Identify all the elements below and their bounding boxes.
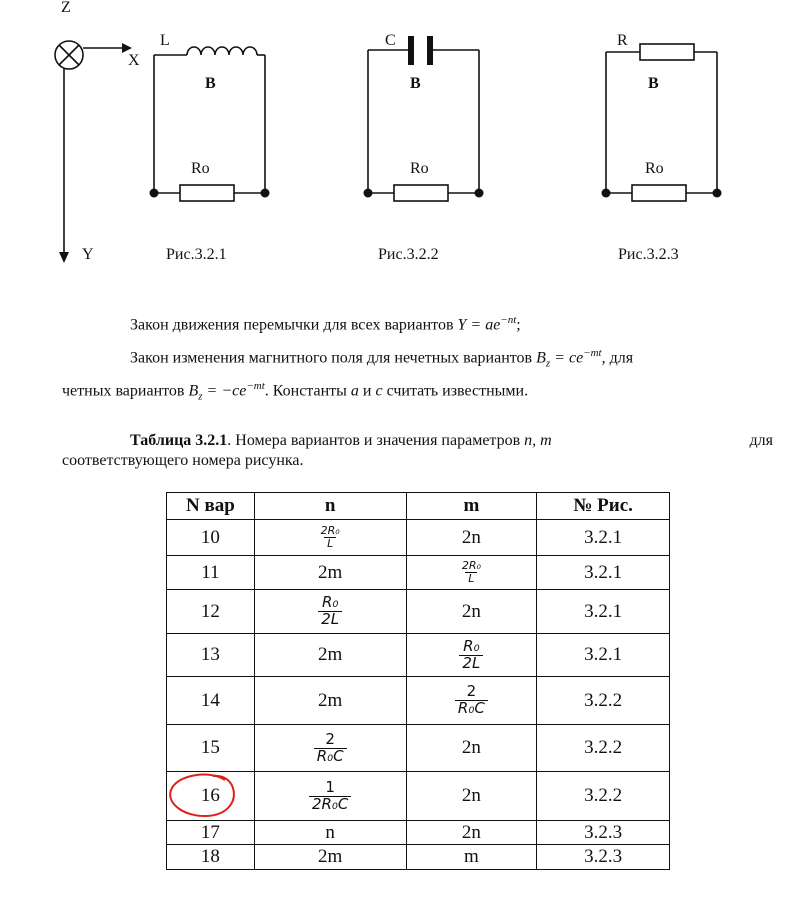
law-motion-paragraph: Закон движения перемычки для всех вариантов $Y = ae^{-nt}$; — [130, 314, 521, 334]
field-label-b-2: B — [410, 75, 421, 92]
resistor-r — [640, 44, 694, 60]
resistor-ro-1 — [180, 185, 234, 201]
fraction: $\frac{2}{\text{R₀C}}$ — [455, 684, 488, 717]
circuit-resistor — [606, 44, 717, 201]
element-label-l: L — [160, 32, 170, 49]
header-m: m — [406, 493, 537, 520]
table-row: 14 2m $\frac{2}{\text{R₀C}}$ 3.2.2 — [167, 677, 670, 725]
table-row: 16 $\frac{1}{\text{2R₀C}}$ 2n 3.2.2 — [167, 772, 670, 821]
element-label-c: C — [385, 32, 396, 49]
resistor-label-ro-1: Ro — [191, 160, 210, 177]
axis-label-y: Y — [82, 246, 94, 263]
table-caption-title: Таблица 3.2.1 — [130, 432, 228, 449]
fraction: $\frac{1}{\text{2R₀C}}$ — [309, 780, 351, 813]
fraction: $\frac{\text{R₀}}{2L}$ — [318, 595, 342, 628]
axes-diagram — [55, 41, 122, 252]
fraction: $\frac{\text{2R₀}}{L}$ — [320, 524, 340, 550]
header-fig: № Рис. — [537, 493, 670, 520]
capacitor-plate-left — [408, 36, 414, 65]
fraction: $\frac{2}{\text{R₀C}}$ — [314, 732, 347, 765]
motion-formula: Y = ae — [457, 316, 501, 334]
table-row: 15 $\frac{2}{\text{R₀C}}$ 2n 3.2.2 — [167, 725, 670, 772]
capacitor-plate-right — [427, 36, 433, 65]
header-n: n — [254, 493, 406, 520]
fraction: $\frac{\text{2R₀}}{L}$ — [461, 559, 481, 585]
resistor-ro-2 — [394, 185, 448, 201]
circuit-capacitor — [368, 50, 479, 201]
caption-fig-2: Рис.3.2.2 — [378, 246, 439, 263]
circuit-figure — [0, 0, 787, 280]
table-caption-line2: соответствующего номера рисунка. — [62, 452, 304, 469]
law-field-paragraph-line2: четных вариантов $B_z = -ce^{-mt}$. Константы a и c считать известными. — [62, 380, 529, 403]
header-n-var: N вар — [167, 493, 255, 520]
table-row: 13 2m $\frac{\text{R₀}}{2L}$ 3.2.1 — [167, 634, 670, 677]
fraction: $\frac{\text{R₀}}{2L}$ — [459, 639, 483, 672]
resistor-label-ro-3: Ro — [645, 160, 664, 177]
table-row: 12 $\frac{\text{R₀}}{2L}$ 2n 3.2.1 — [167, 590, 670, 634]
table-row: 17 n 2n 3.2.3 — [167, 821, 670, 845]
resistor-label-ro-2: Ro — [410, 160, 429, 177]
axis-label-z: Z — [61, 0, 71, 16]
inductor-coil — [187, 47, 257, 55]
element-label-r: R — [617, 32, 628, 49]
field-label-b-1: B — [205, 75, 216, 92]
caption-fig-1: Рис.3.2.1 — [166, 246, 227, 263]
table-header-row — [167, 493, 670, 520]
law-field-paragraph-line1: Закон изменения магнитного поля для нечетных вариантов $B_z = ce^{-mt}$, для — [130, 347, 634, 370]
table-row: 18 2m m 3.2.3 — [167, 845, 670, 870]
table-row: 10 $\frac{\text{2R₀}}{L}$ 2n 3.2.1 — [167, 520, 670, 556]
circuit-inductor — [154, 47, 265, 201]
motion-exponent: −nt — [500, 314, 517, 326]
table-caption-line1: Таблица 3.2.1. Номера вариантов и значения параметров n, m для — [130, 432, 773, 449]
axis-label-x: X — [128, 52, 140, 69]
caption-fig-3: Рис.3.2.3 — [618, 246, 679, 263]
field-label-b-3: B — [648, 75, 659, 92]
table-row: 11 2m $\frac{\text{2R₀}}{L}$ 3.2.1 — [167, 556, 670, 590]
parameters-table — [166, 492, 670, 870]
resistor-ro-3 — [632, 185, 686, 201]
